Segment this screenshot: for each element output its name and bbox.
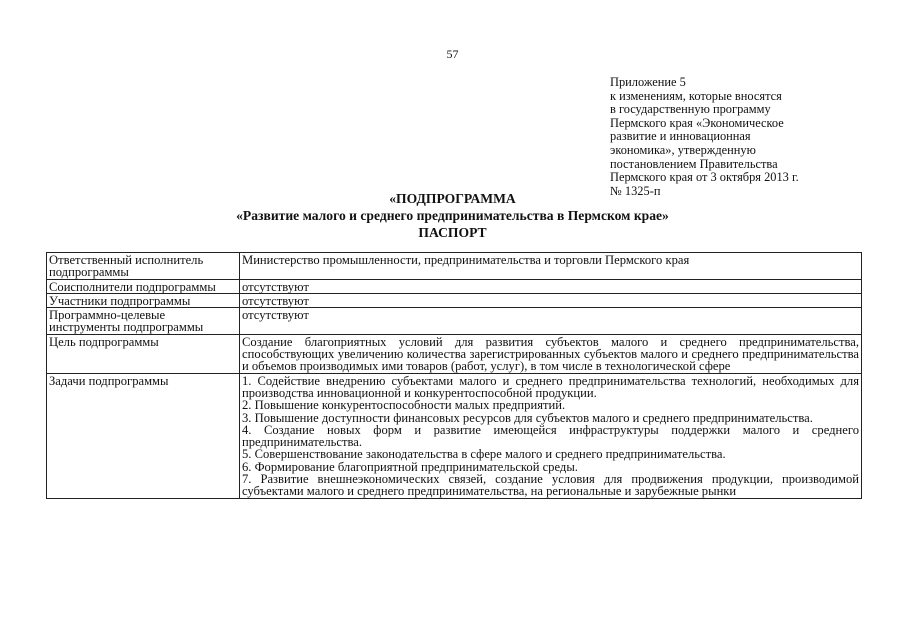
row-value: Министерство промышленности, предпринимательства и торговли Пермского края xyxy=(240,253,862,280)
appendix-line: экономика», утвержденную xyxy=(610,142,756,157)
appendix-line: Приложение 5 xyxy=(610,75,686,89)
row-label: Цель подпрограммы xyxy=(47,334,240,373)
row-value: отсутствуют xyxy=(240,293,862,307)
appendix-line: в государственную программу xyxy=(610,102,771,117)
task-item: 6. Формирование благоприятной предпринимательской среды. xyxy=(242,459,578,474)
table-row xyxy=(47,293,862,307)
task-item: 3. Повышение доступности финансовых ресурсов для субъектов малого и среднего предпринимательства. xyxy=(242,410,813,425)
row-value: Создание благоприятных условий для развития субъектов малого и среднего предпринимательства, способствующих увеличению количества зарегистрированных субъектов малого и среднего предпринимательства и объемов производимых ими товаров (работ, услуг), в том числе в технологической сфере xyxy=(240,334,862,373)
appendix-line: Пермского края от 3 октября 2013 г. xyxy=(610,170,799,185)
subprogram-heading: «ПОДПРОГРАММА xyxy=(389,191,516,206)
appendix-line: № 1325-п xyxy=(610,183,661,198)
table-row xyxy=(47,308,862,335)
row-value: отсутствуют xyxy=(240,308,862,335)
task-item: 7. Развитие внешнеэкономических связей, создание условия для продвижения продукции, производимой субъектами малого и среднего предпринимательства, на региональные и зарубежные рынки xyxy=(242,472,859,499)
subprogram-title: «Развитие малого и среднего предпринимательства в Пермском крае» xyxy=(236,208,669,223)
document-headings xyxy=(0,190,905,241)
appendix-line: развитие и инновационная xyxy=(610,129,751,144)
row-label: Задачи подпрограммы xyxy=(47,373,240,498)
row-label: Программно-целевые инструменты подпрограммы xyxy=(47,308,240,335)
tasks-cell xyxy=(240,373,862,498)
passport-table xyxy=(46,252,862,499)
task-item: 2. Повышение конкурентоспособности малых предприятий. xyxy=(242,398,566,413)
table-row xyxy=(47,373,862,498)
row-label: Ответственный исполнитель подпрограммы xyxy=(47,253,240,280)
passport-heading: ПАСПОРТ xyxy=(418,225,487,240)
appendix-note xyxy=(610,76,880,198)
table-row xyxy=(47,279,862,293)
appendix-line: Пермского края «Экономическое xyxy=(610,115,784,130)
table-row xyxy=(47,334,862,373)
row-label: Соисполнители подпрограммы xyxy=(47,279,240,293)
page-number: 57 xyxy=(446,47,459,61)
task-item: 5. Совершенствование законодательства в сфере малого и среднего предпринимательства. xyxy=(242,447,726,462)
task-item: 1. Содействие внедрению субъектами малого и среднего предпринимательства технологий, необходимых для производства инновационной и конкурентоспособной продукции. xyxy=(242,373,859,400)
appendix-line: к изменениям, которые вносятся xyxy=(610,88,782,103)
row-value: отсутствуют xyxy=(240,279,862,293)
task-item: 4. Создание новых форм и развитие имеющейся инфраструктуры поддержки малого и среднего предпринимательства. xyxy=(242,422,859,450)
row-label: Участники подпрограммы xyxy=(47,293,240,307)
table-row xyxy=(47,253,862,280)
appendix-line: постановлением Правительства xyxy=(610,156,778,171)
